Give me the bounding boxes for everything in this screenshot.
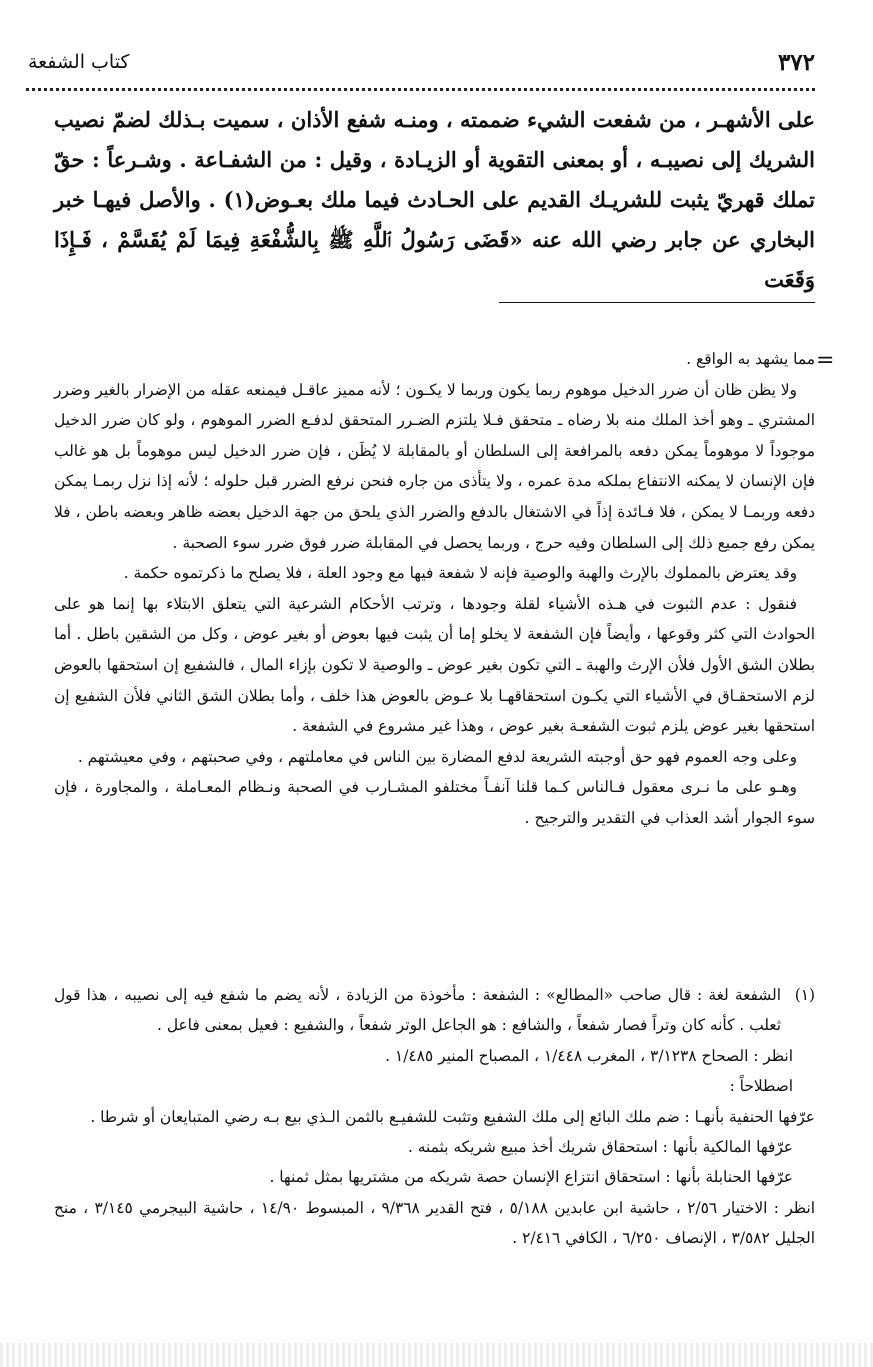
note-paragraph: ولا يظن ظان أن ضرر الدخيل موهوم ربما يكون وربما لا يكـون ؛ لأنه مميز عاقـل فيمنعه عقله من الإضرار بالغير وضرر المشتري ـ وهو أخذ الملك منه بلا رضاه ـ متحقق فـلا يلتزم الضـرر المتحقق لدفـع الضرر الموهوم ، ولو كان ضرر الدخيل موجوداً لا موهوماً يمكن دفعه بالمرافعة إلى السلطان أو بالمقابلة لا يُظَن ، فإن ضرر الدخيل ليس موهوماً بل هو غالب فإن الإنسان لا يمكنه الانتفاع بملكه مدة عمره ، ولا يتأذى من جاره فنحن نرفع الضرر قبل حلوله ؛ لأنه إذا نزل ربمـا يمكن دفعه وربمـا لا يمكن ، فلا فـائدة إذاً في الاشتغال بالدفع والضرر الذي يلحق من جهة الدخيل بعضه ظاهر وبعضه باطن ، فلا يمكن رفع جميع ذلك إلى السلطان وفيه حرج ، وربما يحصل في المقابلة ضرر فوق ضرر سوء الصحبة . <box>54 380 815 552</box>
footnote-paragraph: عرّفها الحنابلة بأنها : استحقاق انتزاع الإنسان حصة شريكه من مشتريها بمثل ثمنها . <box>269 1168 793 1187</box>
note-paragraph: فنقول : عدم الثبوت في هـذه الأشياء لقلة وجودها ، وترتب الأحكام الشرعية التي يتعلق الابتلاء بها إنما هو على الحوادث التي كثر وقوعها ، وأيضاً فإن الشفعة لا يخلو إما أن يثبت فيها بعوض أو بغير عوض ، وكل من الشقين باطل . أما بطلان الشق الأول فلأن الإرث والهبة ـ التي تكون بغير عوض ـ والوصية لا تكون بإزاء المال ، فالشفيع إن استحقها بالعوض لزم الاستحقـاق في الأشياء التي يكـون استحقاقهـا بلا عـوض بالعوض هذا خلف ، وأما بطلان الشق الثاني فلأن الشفيع إن استحقها بغير عوض يلزم ثبوت الشفعـة بغير عوض ، وهذا غير مشروع في الشفعة . <box>54 594 815 736</box>
footnote-separator <box>499 302 815 303</box>
footnote-paragraph: انظر : الاختيار ٢/٥٦ ، حاشية ابن عابدين ٥/١٨٨ ، فتح القدير ٩/٣٦٨ ، المبسوط ١٤/٩٠ ، حاشية البيجرمي ٣/١٤٥ ، منح الجليل ٣/٥٨٢ ، الإنصاف ٦/٢٥٠ ، الكافي ٢/٤١٦ . <box>54 1198 815 1248</box>
footnote-1 <box>54 980 815 1254</box>
header-dotted-rule <box>26 88 815 91</box>
footnote-paragraph: انظر : الصحاح ٣/١٢٣٨ ، المغرب ١/٤٤٨ ، المصباح المنير ١/٤٨٥ . <box>385 1046 793 1065</box>
book-title: كتاب الشفعة <box>28 51 130 73</box>
note-paragraph: وقد يعترض بالمملوك بالإرث والهبة والوصية فإنه لا شفعة فيها مع وجود العلة ، فلا يصلح ما ذكرتموه حكمة . <box>123 564 797 583</box>
page-header <box>28 44 815 80</box>
footnote-paragraph: عرّفها المالكية بأنها : استحقاق شريك أخذ مبيع شريكه بثمنه . <box>407 1138 793 1157</box>
continuation-mark: = <box>816 348 835 373</box>
note-paragraph: وعلى وجه العموم فهو حق أوجبته الشريعة لدفع المضارة بين الناس في معاملتهم ، وفي صحبتهم ، وفي معيشتهم . <box>77 747 797 766</box>
page-number: ٣٧٢ <box>777 48 815 76</box>
footnote-paragraph: الشفعة لغة : قال صاحب «المطالع» : الشفعة : مأخوذة من الزيادة ، لأنه يضم ما شفع فيه إلى نصيبه ، هذا قول ثعلب . كأنه كان وتراً فصار شفعاً ، والشافع : هو الجاعل الوتر شفعاً ، والشفيع : فعيل بمعنى فاعل . <box>54 986 781 1035</box>
note-paragraph: وهـو على ما نـرى معقول فـالناس كـما قلنا آنفـاً مختلفو المشـارب في الصحبة ونـظام المعـاملة ، والمجاورة ، فإن سوء الجوار أشد العذاب في التقدير والترجيح . <box>54 778 815 827</box>
scan-edge-border <box>0 1343 873 1367</box>
continued-footnote <box>54 344 815 834</box>
footnote-marker: (١) <box>794 986 815 1004</box>
main-paragraph: على الأشهـر ، من شفعت الشيء ضممته ، ومنـه شفع الأذان ، سميت بـذلك لضمّ نصيب الشريك إلى نصيبـه ، أو بمعنى التقوية أو الزيـادة ، وقيل : من الشفـاعة . وشـرعاً : حقّ تملك قهريّ يثبت للشريـك القديم على الحـادث فيما ملك بعـوض(١) . والأصل فيهـا خبر البخاري عن جابر رضي الله عنه «قَضَى رَسُولُ ٱللَّهِ ﷺ بِالشُّفْعَةِ فِيمَا لَمْ يُقَسَّمْ ، فَـإِذَا وَقَعَت <box>54 107 815 292</box>
footnote-paragraph: عرّفها الحنفية بأنهـا : ضم ملك البائع إلى ملك الشفيع وتثبت للشفيـع بالثمن الـذي بيع بـه رضي المتبايعان أو شرطا . <box>90 1107 815 1126</box>
main-text <box>54 100 815 300</box>
footnote-paragraph: اصطلاحاً : <box>729 1077 793 1096</box>
note-paragraph: مما يشهد به الواقع . <box>686 350 815 368</box>
